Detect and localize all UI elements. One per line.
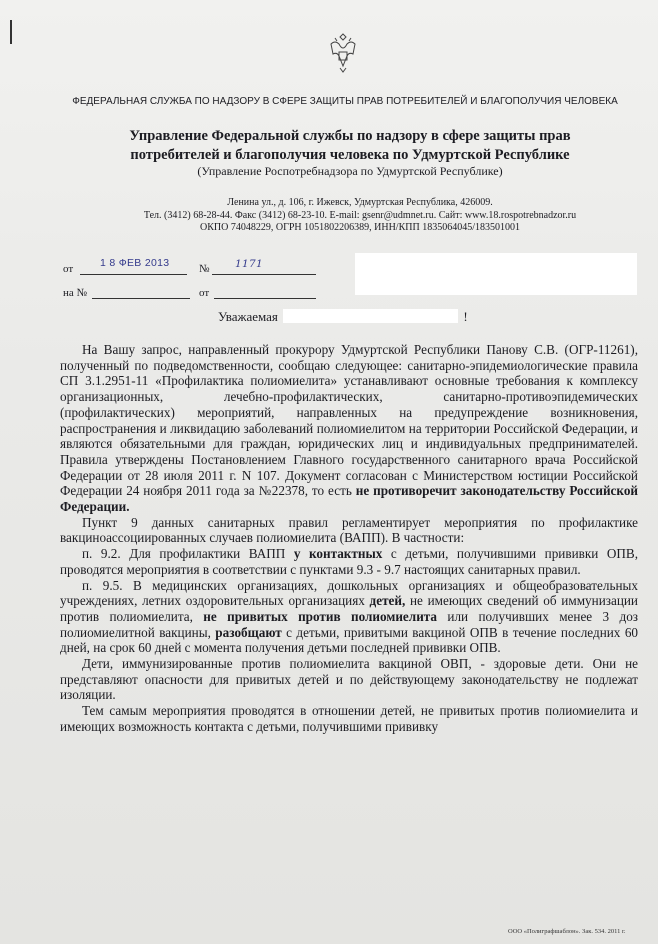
paragraph-5: Дети, иммунизированные против полиомиелита вакциной ОВП, - здоровые дети. Они не представляют опасности для привитых детей и по действующему законодательству не подлежат изоляции.	[60, 656, 638, 703]
coat-of-arms-icon	[325, 30, 361, 76]
paragraph-4	[60, 578, 638, 657]
paragraph-3-text-a: п. 9.2. Для профилактики ВАПП	[82, 546, 294, 562]
date-label: от	[63, 263, 74, 275]
registration-codes: ОКПО 74048229, ОГРН 1051802206389, ИНН/КПП 1835064045/183501001	[200, 222, 520, 233]
scan-edge-mark	[10, 20, 12, 44]
paragraph-4-text-d: с детьми, привитыми вакциной ОПВ в течение последних 60 дней, на срок 60 дней с момента получения детьми последней прививки ОПВ.	[60, 624, 639, 656]
number-label: №	[199, 263, 210, 275]
paragraph-6: Тем самым мероприятия проводятся в отношении детей, не привитых против полиомиелита и имеющих возможность контакта с детьми, получившими прививку	[60, 703, 638, 734]
redacted-addressee	[355, 253, 637, 295]
paragraph-3-bold: у контактных	[293, 546, 383, 562]
reference-number-line	[92, 286, 190, 299]
contact-block	[60, 197, 658, 235]
reference-date-line	[214, 286, 316, 299]
department-short-name: (Управление Роспотребнадзора по Удмуртской Республике)	[197, 164, 503, 178]
salutation-end: !	[463, 309, 468, 324]
number-field-line	[212, 262, 316, 275]
number-stamp: 1171	[235, 258, 263, 270]
paragraph-3	[60, 546, 638, 577]
reference-number-label: на №	[63, 287, 88, 299]
paragraph-1-text: На Вашу запрос, направленный прокурору Удмуртской Республики Панову С.В. (ОГР-11261), полученный по подведомственности, сообщаю следующее: санитарно-эпидемиологические правила СП 3.1.2951-11 «Профилактика полиомиелита» устанавливают основные требования к комплексу организационных, лечебно-профилактических, санитарно-противоэпидемических (профилактических) мероприятий, направленных на предупреждение возникновения, распространения и ликвидацию заболеваний полиомиелитом на территории Российской Федерации, и являются обязательными для граждан, юридических лиц и индивидуальных предпринимателей. Правила утверждены Постановлением Главного государственного санитарного врача Российской Федерации от 28 июля 2011 г. N 107. Документ согласован с Министерством юстиции Российской Федерации 24 ноября 2011 года за №22378, то есть	[60, 342, 638, 499]
paragraph-1-bold: не противоречит законодательству Российской Федерации.	[60, 483, 639, 515]
address: Ленина ул., д. 106, г. Ижевск, Удмуртская Республика, 426009.	[227, 197, 493, 208]
paragraph-4-text-b: не имеющих сведений об иммунизации против полиомиелита,	[60, 593, 638, 624]
department-title-line-1: Управление Федеральной службы по надзору в сфере защиты прав	[129, 128, 571, 144]
phone-email-site: Тел. (3412) 68-28-44. Факс (3412) 68-23-10. E-mail: gsenr@udmnet.ru. Сайт: www.18.rospotrebnadzor.ru	[143, 209, 577, 221]
paragraph-4-bold-c: разобщают	[215, 624, 282, 640]
date-stamp: 1 8 ФЕВ 2013	[100, 257, 170, 269]
paragraph-4-bold-b: не привитых против полиомиелита	[203, 608, 438, 624]
paragraph-3-text-b: с детьми, получившими прививки ОПВ, проводятся мероприятия в соответствии с пунктами 9.3 - 9.7 настоящих санитарных правил.	[60, 546, 638, 577]
salutation	[218, 309, 468, 325]
salutation-word: Уважаемая	[218, 309, 278, 324]
redacted-name	[283, 309, 458, 323]
department-title	[60, 127, 640, 165]
letter-body	[60, 342, 638, 735]
paragraph-1	[60, 342, 638, 515]
agency-name: ФЕДЕРАЛЬНАЯ СЛУЖБА ПО НАДЗОРУ В СФЕРЕ ЗАЩИТЫ ПРАВ ПОТРЕБИТЕЛЕЙ И БЛАГОПОЛУЧИЯ ЧЕЛОВЕКА	[72, 96, 618, 107]
paragraph-2: Пункт 9 данных санитарных правил регламентирует мероприятия по профилактике вакциноассоциированных случаев полиомиелита (ВАПП). В частности:	[60, 514, 638, 546]
paragraph-4-bold-a: детей,	[369, 593, 406, 609]
reference-date-label: от	[199, 287, 210, 299]
department-title-line-2: потребителей и благополучия человека по Удмуртской Республике	[130, 147, 570, 163]
paragraph-4-text-c: или получивших менее 3 доз полиомиелитной вакцины,	[60, 608, 638, 640]
paragraph-4-text-a: п. 9.5. В медицинских организациях, дошкольных организациях и общеобразовательных учреждениях, летних оздоровительных организациях	[60, 577, 638, 609]
printer-footnote: ООО «Полиграфшаблон». Зак. 534. 2011 г.	[508, 928, 626, 935]
